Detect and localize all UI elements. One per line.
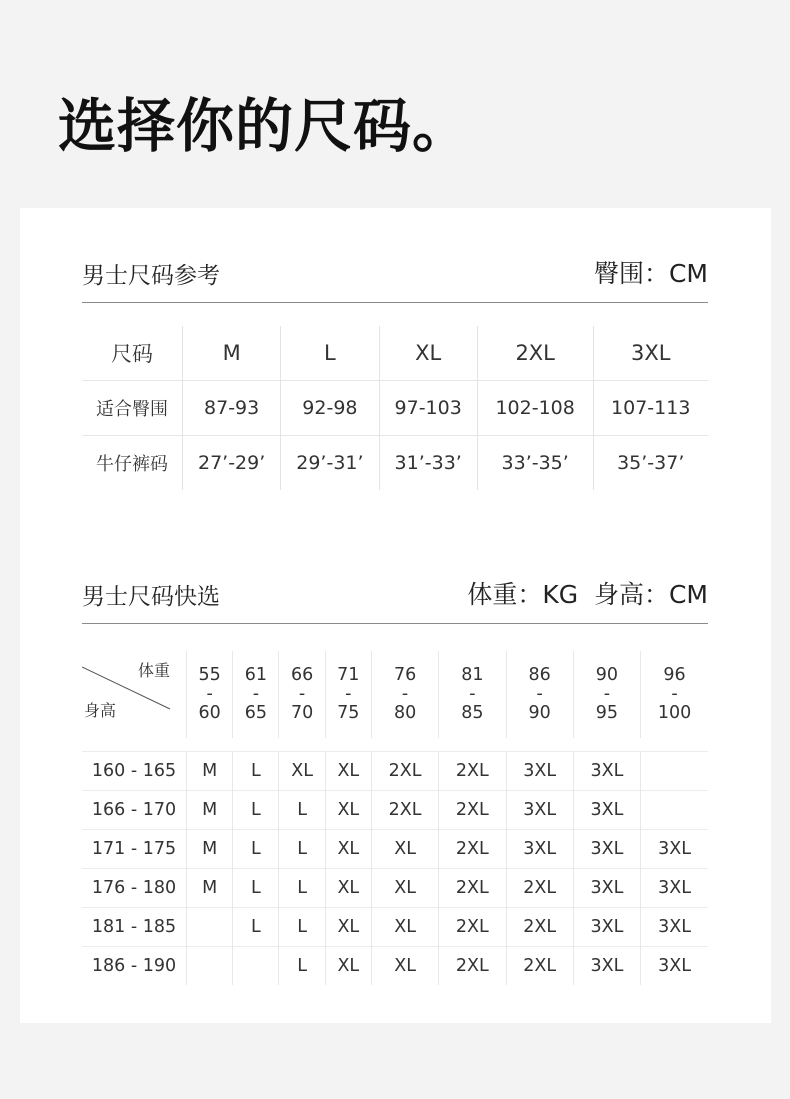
weight-to: 100 (657, 703, 692, 723)
table-row (82, 326, 708, 381)
recommended-size-cell (233, 947, 279, 986)
recommended-size-cell: 3XL (506, 791, 573, 830)
size-guide-card (20, 208, 771, 1023)
recommended-size-cell: L (233, 791, 279, 830)
recommended-size-cell: 2XL (439, 947, 506, 986)
recommended-size-cell: L (279, 830, 325, 869)
weight-to: 60 (198, 703, 221, 723)
quick-select-title: 男士尺码快选 (82, 584, 220, 610)
recommended-size-cell: 3XL (641, 830, 708, 869)
corner-weight-label: 体重 (137, 661, 170, 680)
recommended-size-cell: 2XL (439, 908, 506, 947)
size-reference-table (82, 326, 708, 490)
weight-to: 95 (595, 703, 619, 723)
hip-range-cell: 87-93 (183, 381, 281, 436)
row-label: 尺码 (111, 342, 153, 366)
recommended-size-cell: 2XL (506, 947, 573, 986)
table-row (82, 381, 708, 436)
recommended-size-cell: 2XL (506, 869, 573, 908)
weight-range-header (371, 651, 438, 738)
recommended-size-cell: XL (325, 908, 371, 947)
recommended-size-cell: XL (325, 752, 371, 791)
height-range-label: 160 - 165 (82, 752, 187, 791)
recommended-size-cell: XL (325, 947, 371, 986)
height-range-label: 166 - 170 (82, 791, 187, 830)
recommended-size-cell: 2XL (371, 791, 438, 830)
weight-from: 66 (290, 665, 314, 685)
diagonal-divider (82, 651, 186, 738)
corner-height-label: 身高 (84, 701, 117, 720)
height-range-label: 186 - 190 (82, 947, 187, 986)
weight-dash: - (536, 684, 543, 704)
hip-range-cell: 107-113 (593, 381, 708, 436)
weight-range-header (187, 651, 233, 738)
size-cell: M (183, 326, 281, 381)
height-range-label: 171 - 175 (82, 830, 187, 869)
recommended-size-cell: 3XL (641, 869, 708, 908)
weight-range-header (439, 651, 506, 738)
recommended-size-cell: XL (279, 752, 325, 791)
table-row (82, 752, 708, 791)
size-reference-title: 男士尺码参考 (82, 263, 220, 289)
recommended-size-cell: 3XL (641, 908, 708, 947)
recommended-size-cell: 2XL (371, 752, 438, 791)
recommended-size-cell: XL (371, 908, 438, 947)
height-range-label: 176 - 180 (82, 869, 187, 908)
weight-from: 71 (337, 665, 360, 685)
weight-dash: - (206, 684, 213, 704)
weight-from: 86 (528, 665, 551, 685)
size-cell: 2XL (477, 326, 593, 381)
weight-dash: - (298, 684, 306, 704)
recommended-size-cell (641, 752, 708, 791)
hip-range-cell: 97-103 (379, 381, 477, 436)
weight-to: 75 (337, 703, 360, 723)
recommended-size-cell: 2XL (439, 830, 506, 869)
jeans-size-cell: 35’-37’ (593, 436, 708, 491)
table-row (82, 436, 708, 491)
weight-range-header (279, 651, 325, 738)
recommended-size-cell (641, 791, 708, 830)
recommended-size-cell: M (187, 830, 233, 869)
table-row (82, 947, 708, 986)
weight-to: 70 (290, 703, 314, 723)
weight-to: 90 (528, 703, 551, 723)
recommended-size-cell: M (187, 869, 233, 908)
weight-from: 76 (393, 665, 417, 685)
weight-from: 61 (244, 665, 267, 685)
weight-to: 65 (244, 703, 267, 723)
recommended-size-cell: L (279, 947, 325, 986)
weight-dash: - (469, 684, 476, 704)
recommended-size-cell: 3XL (573, 908, 640, 947)
recommended-size-cell: L (279, 908, 325, 947)
jeans-size-cell: 29’-31’ (281, 436, 379, 491)
recommended-size-cell: 3XL (506, 752, 573, 791)
height-range-label: 181 - 185 (82, 908, 187, 947)
recommended-size-cell: 3XL (573, 947, 640, 986)
recommended-size-cell: M (187, 752, 233, 791)
quick-select-table (82, 651, 708, 985)
table-row (82, 869, 708, 908)
recommended-size-cell: L (233, 908, 279, 947)
recommended-size-cell: M (187, 791, 233, 830)
recommended-size-cell: XL (371, 947, 438, 986)
recommended-size-cell: 3XL (573, 752, 640, 791)
quick-select-header (82, 575, 708, 624)
weight-dash: - (401, 684, 409, 704)
recommended-size-cell: 3XL (506, 830, 573, 869)
weight-to: 80 (393, 703, 417, 723)
weight-range-header (641, 651, 708, 738)
weight-to: 85 (461, 703, 484, 723)
weight-height-unit-label: 体重：KG 身高：CM (467, 580, 708, 609)
recommended-size-cell: 2XL (439, 791, 506, 830)
size-cell: L (281, 326, 379, 381)
weight-dash: - (671, 684, 678, 704)
weight-from: 55 (198, 665, 221, 685)
recommended-size-cell: 2XL (439, 752, 506, 791)
hip-unit-label: 臀围：CM (593, 259, 708, 288)
spacer-row (82, 738, 708, 752)
weight-header-row (82, 651, 708, 738)
recommended-size-cell: XL (325, 830, 371, 869)
weight-from: 81 (461, 665, 484, 685)
recommended-size-cell: L (233, 869, 279, 908)
recommended-size-cell: XL (371, 869, 438, 908)
weight-range-header (506, 651, 573, 738)
recommended-size-cell (187, 908, 233, 947)
hip-range-cell: 102-108 (477, 381, 593, 436)
recommended-size-cell: 2XL (506, 908, 573, 947)
weight-dash: - (252, 684, 260, 704)
recommended-size-cell: 2XL (439, 869, 506, 908)
size-reference-header (82, 254, 708, 303)
weight-from: 90 (595, 665, 619, 685)
weight-range-header (573, 651, 640, 738)
recommended-size-cell: L (233, 752, 279, 791)
recommended-size-cell: L (233, 830, 279, 869)
recommended-size-cell: 3XL (573, 830, 640, 869)
weight-from: 96 (663, 665, 686, 685)
table-row (82, 830, 708, 869)
table-row (82, 791, 708, 830)
corner-cell (82, 651, 187, 738)
weight-dash: - (603, 684, 611, 704)
weight-range-header (233, 651, 279, 738)
jeans-size-cell: 31’-33’ (379, 436, 477, 491)
size-cell: XL (379, 326, 477, 381)
recommended-size-cell: XL (371, 830, 438, 869)
recommended-size-cell: 3XL (573, 791, 640, 830)
recommended-size-cell (187, 947, 233, 986)
table-row (82, 908, 708, 947)
size-cell: 3XL (593, 326, 708, 381)
recommended-size-cell: 3XL (573, 869, 640, 908)
page-title: 选择你的尺码。 (58, 92, 472, 160)
recommended-size-cell: L (279, 791, 325, 830)
weight-dash: - (345, 684, 352, 704)
jeans-size-cell: 27’-29’ (183, 436, 281, 491)
row-label: 牛仔裤码 (82, 436, 183, 491)
recommended-size-cell: XL (325, 791, 371, 830)
recommended-size-cell: L (279, 869, 325, 908)
weight-range-header (325, 651, 371, 738)
recommended-size-cell: 3XL (641, 947, 708, 986)
hip-range-cell: 92-98 (281, 381, 379, 436)
row-label: 适合臀围 (82, 381, 183, 436)
jeans-size-cell: 33’-35’ (477, 436, 593, 491)
recommended-size-cell: XL (325, 869, 371, 908)
